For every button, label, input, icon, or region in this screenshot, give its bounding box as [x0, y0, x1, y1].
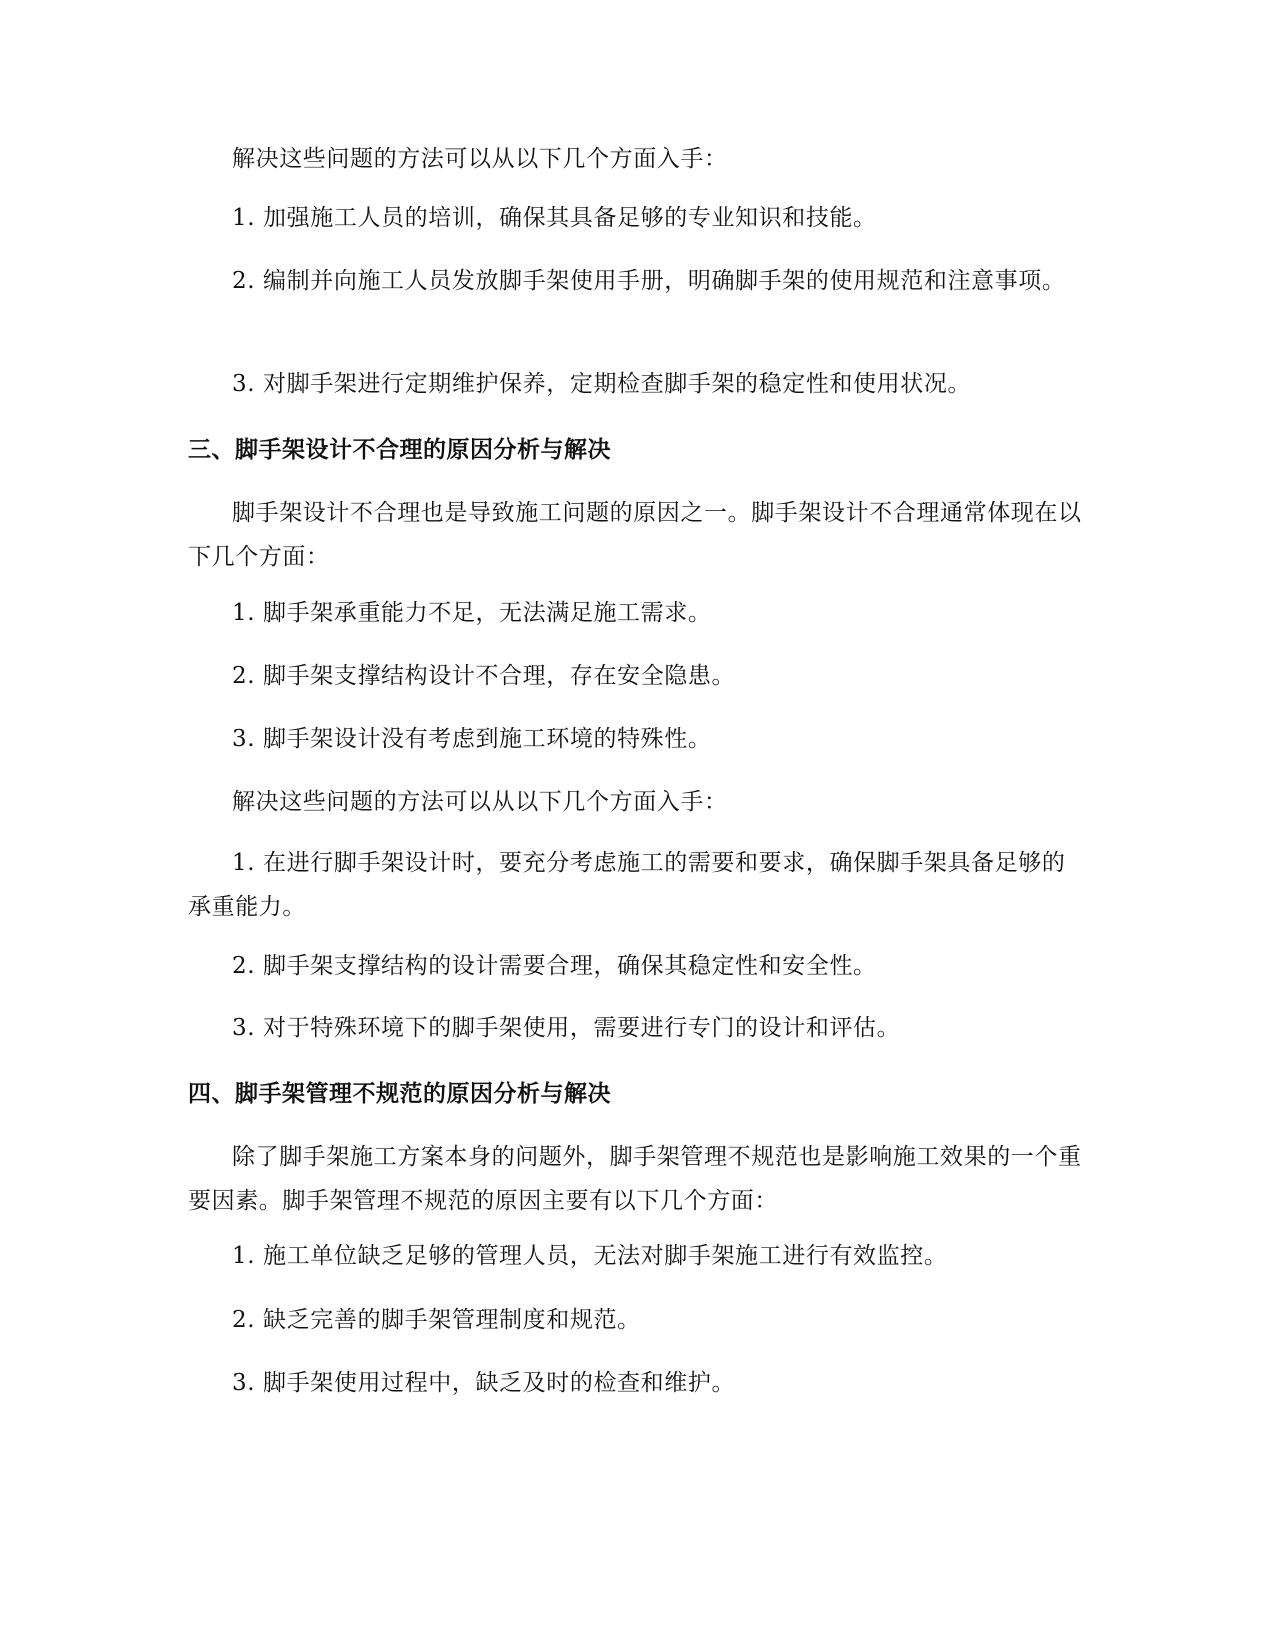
- list-item-special-environment: 3. 对于特殊环境下的脚手架使用，需要进行专门的设计和评估。: [232, 1015, 901, 1041]
- list-item-training: 1. 加强施工人员的培训，确保其具备足够的专业知识和技能。: [232, 205, 877, 231]
- paragraph-solutions-intro-2: 解决这些问题的方法可以从以下几个方面入手：: [232, 789, 728, 815]
- list-item-management-system: 2. 缺乏完善的脚手架管理制度和规范。: [232, 1307, 641, 1333]
- paragraph-management-intro: 除了脚手架施工方案本身的问题外，脚手架管理不规范也是影响施工效果的一个重要因素。脚手架管理不规范的原因主要有以下几个方面：: [188, 1144, 1082, 1214]
- list-item-support-structure: 2. 脚手架支撑结构设计不合理，存在安全隐患。: [232, 663, 736, 689]
- list-item-inspection: 3. 脚手架使用过程中，缺乏及时的检查和维护。: [232, 1370, 736, 1396]
- list-item-maintenance: 3. 对脚手架进行定期维护保养，定期检查脚手架的稳定性和使用状况。: [232, 371, 972, 397]
- list-item-structure-design: 2. 脚手架支撑结构的设计需要合理，确保其稳定性和安全性。: [232, 953, 877, 979]
- paragraph-solutions-intro-1: 解决这些问题的方法可以从以下几个方面入手：: [232, 146, 728, 172]
- section-heading-management: 四、脚手架管理不规范的原因分析与解决: [188, 1081, 611, 1107]
- list-item-load-capacity: 1. 脚手架承重能力不足，无法满足施工需求。: [232, 600, 712, 626]
- section-heading-design: 三、脚手架设计不合理的原因分析与解决: [188, 437, 611, 463]
- list-item-design-requirements: 1. 在进行脚手架设计时，要充分考虑施工的需要和要求，确保脚手架具备足够的承重能力。: [188, 850, 1066, 920]
- list-item-manual: 2. 编制并向施工人员发放脚手架使用手册，明确脚手架的使用规范和注意事项。: [232, 268, 1066, 294]
- list-item-staffing: 1. 施工单位缺乏足够的管理人员，无法对脚手架施工进行有效监控。: [232, 1243, 948, 1269]
- list-item-environment: 3. 脚手架设计没有考虑到施工环境的特殊性。: [232, 726, 712, 752]
- paragraph-design-intro: 脚手架设计不合理也是导致施工问题的原因之一。脚手架设计不合理通常体现在以下几个方面：: [188, 500, 1082, 570]
